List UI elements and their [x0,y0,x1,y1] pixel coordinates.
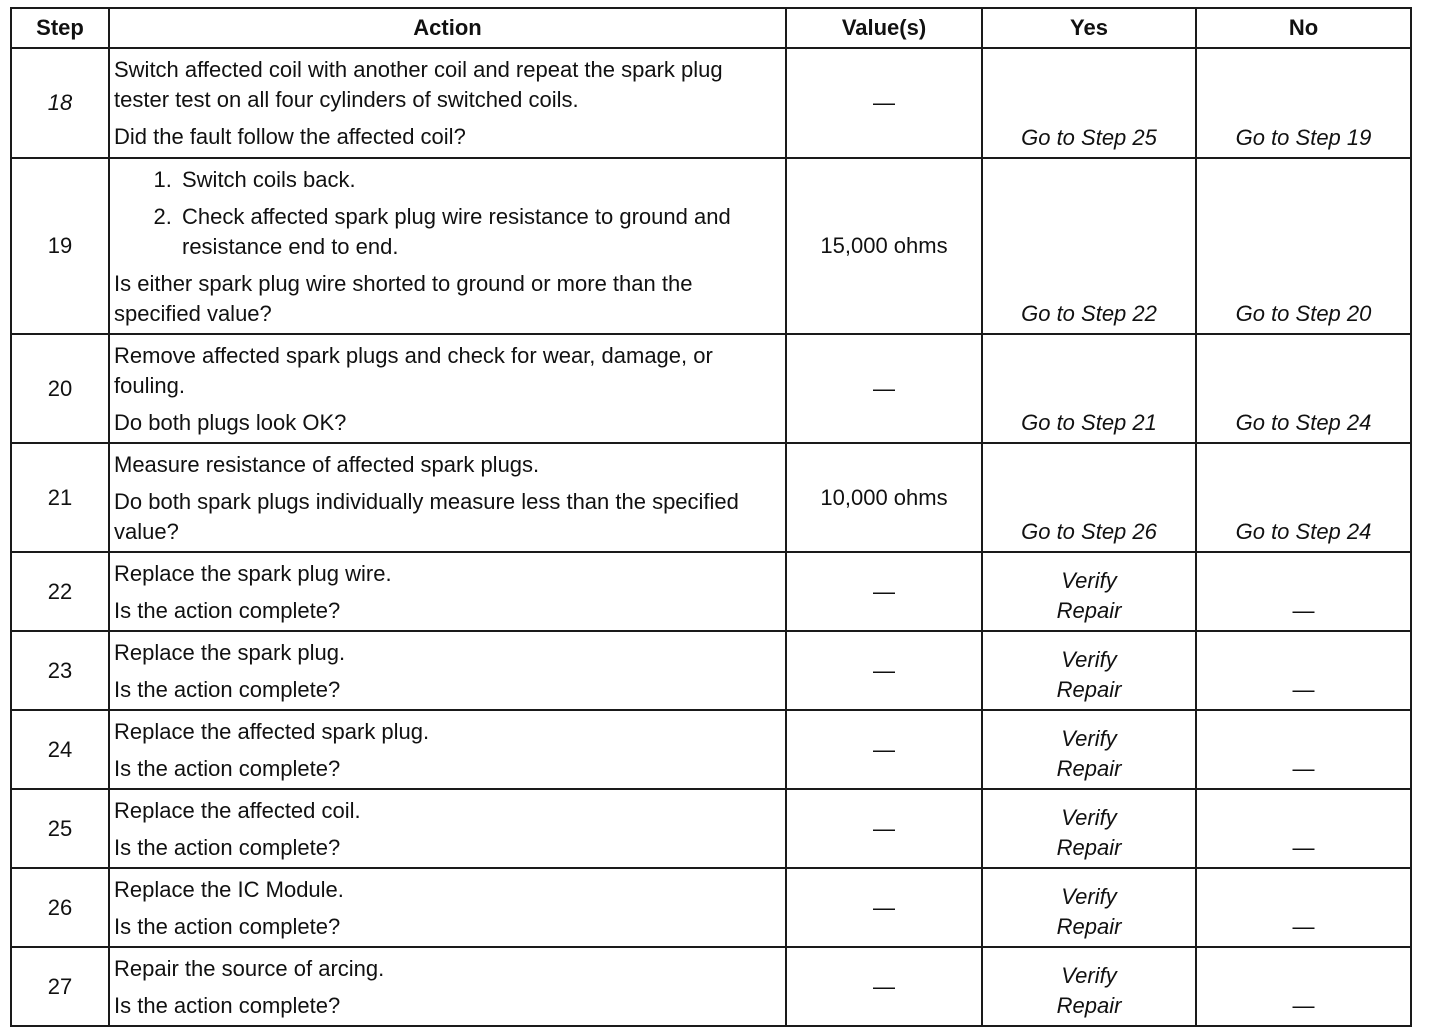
action-text: Replace the affected coil. [114,798,361,823]
header-yes: Yes [982,8,1196,48]
action-cell [109,48,786,158]
yes-text-line: Repair [1056,993,1122,1018]
list-item: 2. Check affected spark plug wire resistance to ground and resistance end to end. [178,202,779,262]
table-row [11,443,1411,552]
step-number: 23 [11,631,109,710]
table-row [11,48,1411,158]
yes-cell: Go to Step 21 [982,334,1196,443]
step-number: 24 [11,710,109,789]
yes-cell: Go to Step 25 [982,48,1196,158]
diagnostic-table [10,7,1412,1027]
header-values: Value(s) [786,8,982,48]
no-cell: Go to Step 24 [1196,443,1411,552]
value-cell: 10,000 ohms [786,443,982,552]
value-cell: — [786,789,982,868]
table-row [11,631,1411,710]
action-steps-list [114,165,779,262]
action-question: Is the action complete? [114,756,341,781]
table-row [11,552,1411,631]
action-cell [109,334,786,443]
action-text: Replace the affected spark plug. [114,719,430,744]
value-cell: — [786,868,982,947]
list-item: 1. Switch coils back. [178,165,779,195]
table-row [11,868,1411,947]
step-number: 18 [11,48,109,158]
header-row [11,8,1411,48]
step-number: 26 [11,868,109,947]
action-question: Did the fault follow the affected coil? [114,124,466,149]
action-cell [109,947,786,1026]
no-dash: — [1292,993,1315,1018]
yes-cell [982,552,1196,631]
header-step: Step [11,8,109,48]
action-text: Remove affected spark plugs and check for wear, damage, or fouling. [114,343,713,398]
action-cell [109,868,786,947]
table-row [11,789,1411,868]
no-cell: Go to Step 24 [1196,334,1411,443]
value-cell: — [786,631,982,710]
value-cell: — [786,334,982,443]
no-dash: — [1292,677,1315,702]
step-number: 20 [11,334,109,443]
yes-text-line: Repair [1056,677,1122,702]
action-cell [109,631,786,710]
yes-text-line: Repair [1056,835,1122,860]
yes-cell [982,947,1196,1026]
no-cell: Go to Step 20 [1196,158,1411,334]
header-action: Action [109,8,786,48]
yes-text-line: Verify [1061,805,1117,830]
action-text: Replace the IC Module. [114,877,344,902]
value-cell: — [786,48,982,158]
table-row [11,334,1411,443]
yes-cell: Go to Step 26 [982,443,1196,552]
yes-cell [982,631,1196,710]
action-text: Switch affected coil with another coil and repeat the spark plug tester test on all four cylinders of switched coils. [114,57,723,112]
action-question: Is the action complete? [114,835,341,860]
table-row [11,158,1411,334]
no-cell [1196,552,1411,631]
value-cell: — [786,710,982,789]
action-question: Is the action complete? [114,598,341,623]
action-cell [109,789,786,868]
step-number: 21 [11,443,109,552]
no-dash: — [1292,756,1315,781]
action-cell [109,710,786,789]
yes-text-line: Repair [1056,598,1122,623]
action-text: Replace the spark plug wire. [114,561,392,586]
action-cell [109,552,786,631]
no-dash: — [1292,835,1315,860]
yes-cell: Go to Step 22 [982,158,1196,334]
action-cell [109,158,786,334]
no-cell [1196,868,1411,947]
no-cell [1196,789,1411,868]
yes-cell [982,789,1196,868]
value-cell: 15,000 ohms [786,158,982,334]
yes-text-line: Verify [1061,884,1117,909]
action-question: Do both plugs look OK? [114,410,347,435]
yes-text-line: Verify [1061,647,1117,672]
no-dash: — [1292,598,1315,623]
action-question: Is the action complete? [114,677,341,702]
action-question: Is the action complete? [114,914,341,939]
step-number: 25 [11,789,109,868]
yes-text-line: Verify [1061,726,1117,751]
no-cell: Go to Step 19 [1196,48,1411,158]
action-question: Do both spark plugs individually measure less than the specified value? [114,489,739,544]
yes-text-line: Repair [1056,756,1122,781]
header-no: No [1196,8,1411,48]
step-number: 22 [11,552,109,631]
no-cell [1196,631,1411,710]
action-text: Replace the spark plug. [114,640,346,665]
table-row [11,947,1411,1026]
value-cell: — [786,552,982,631]
no-cell [1196,947,1411,1026]
value-cell: — [786,947,982,1026]
step-number: 19 [11,158,109,334]
yes-text-line: Repair [1056,914,1122,939]
no-cell [1196,710,1411,789]
action-cell [109,443,786,552]
yes-cell [982,710,1196,789]
action-text: Measure resistance of affected spark plugs. [114,452,540,477]
action-question: Is either spark plug wire shorted to ground or more than the specified value? [114,271,693,326]
yes-cell [982,868,1196,947]
yes-text-line: Verify [1061,963,1117,988]
table-row [11,710,1411,789]
step-number: 27 [11,947,109,1026]
action-text: Repair the source of arcing. [114,956,385,981]
yes-text-line: Verify [1061,568,1117,593]
action-question: Is the action complete? [114,993,341,1018]
no-dash: — [1292,914,1315,939]
